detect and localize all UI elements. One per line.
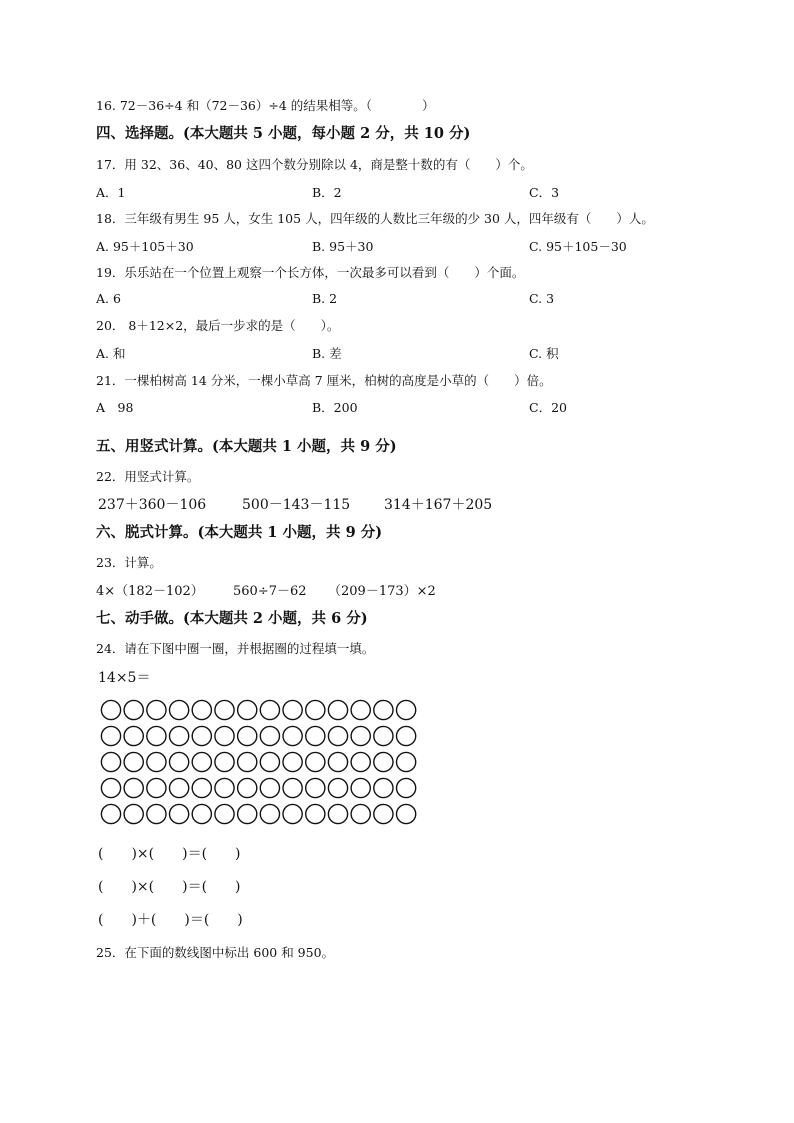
q17-option-a: A．1 [96,185,126,200]
circle [306,726,325,745]
question-23: 23．计算。 [96,555,162,570]
circle [397,778,416,797]
q22-item-3: 314＋167＋205 [384,497,493,513]
circle [283,804,302,823]
circle [283,778,302,797]
circle [124,700,143,719]
question-16: 16. 72－36÷4 和（72－36）÷4 的结果相等。（ ） [96,98,435,113]
q20-option-a: A. 和 [96,346,126,361]
circle [260,778,279,797]
circle [170,752,189,771]
circle [260,700,279,719]
circle [124,752,143,771]
circle [215,726,234,745]
circle [170,778,189,797]
circle [238,804,257,823]
circle [397,752,416,771]
circle [306,700,325,719]
circle [328,804,347,823]
section-4-heading: 四、选择题。(本大题共 5 小题，每小题 2 分，共 10 分) [96,125,471,142]
circle [192,700,211,719]
question-25: 25．在下面的数线图中标出 600 和 950。 [96,945,335,960]
q23-item-3: （209－173）×2 [328,584,436,599]
q17-option-c: C．3 [529,185,560,200]
circle [192,726,211,745]
circle [397,804,416,823]
question-20: 20． 8＋12×2，最后一步求的是（ ）。 [96,318,340,333]
question-18: 18．三年级有男生 95 人，女生 105 人，四年级的人数比三年级的少 30 人，四年级有（ ）人。 [96,211,654,226]
circle [101,700,120,719]
circle [147,726,166,745]
circle [328,700,347,719]
circle [283,752,302,771]
q17-option-b: B．2 [312,185,342,200]
q18-option-b: B. 95＋30 [312,239,374,254]
q23-item-2: 560÷7－62 [233,584,307,599]
circle [147,752,166,771]
q23-item-1: 4×（182－102） [96,584,204,599]
circle [397,726,416,745]
circle [238,726,257,745]
circle [351,700,370,719]
circle [374,778,393,797]
circle [283,700,302,719]
q21-option-b: B．200 [312,400,358,415]
circle [215,752,234,771]
circle [192,752,211,771]
question-19: 19．乐乐站在一个位置上观察一个长方体，一次最多可以看到（ ）个面。 [96,265,525,280]
circle [374,726,393,745]
question-22: 22．用竖式计算。 [96,469,200,484]
q20-option-b: B. 差 [312,346,342,361]
q19-option-c: C. 3 [529,291,555,306]
circle [170,804,189,823]
q19-option-a: A. 6 [96,291,121,306]
circle [101,778,120,797]
section-7-heading: 七、动手做。(本大题共 2 小题，共 6 分) [96,610,368,627]
circle [170,726,189,745]
q24-expression: 14×5＝ [98,670,151,686]
circle [147,804,166,823]
circle [101,726,120,745]
circle-grid-svg [100,699,422,827]
circle [328,778,347,797]
circle [147,778,166,797]
circle [101,804,120,823]
circle [238,752,257,771]
q24-blank-line-2: ( )×( )＝( ) [98,879,241,895]
q21-option-a: A 98 [96,400,134,415]
circle [124,804,143,823]
q18-option-c: C. 95＋105－30 [529,239,627,254]
circle [351,752,370,771]
circle [351,804,370,823]
circle [328,752,347,771]
circle [351,778,370,797]
circle [192,778,211,797]
circle [192,804,211,823]
q18-option-a: A. 95＋105＋30 [96,239,194,254]
circle [238,778,257,797]
q24-blank-line-1: ( )×( )＝( ) [98,846,241,862]
circle [170,700,189,719]
circle [215,700,234,719]
circle [260,804,279,823]
circle-grid [100,699,422,827]
section-5-heading: 五、用竖式计算。(本大题共 1 小题，共 9 分) [96,438,397,455]
section-6-heading: 六、脱式计算。(本大题共 1 小题，共 9 分) [96,524,383,541]
circle [283,726,302,745]
circle [124,726,143,745]
circle [147,700,166,719]
circle [374,804,393,823]
question-17: 17．用 32、36、40、80 这四个数分别除以 4，商是整十数的有（ ）个。 [96,157,533,172]
question-24: 24．请在下图中圈一圈，并根据圈的过程填一填。 [96,641,375,656]
q21-option-c: C．20 [529,400,567,415]
circle [260,726,279,745]
q19-option-b: B. 2 [312,291,338,306]
circle [101,752,120,771]
circle [306,778,325,797]
q22-item-2: 500－143－115 [242,497,351,513]
circle [374,752,393,771]
circle [306,752,325,771]
q20-option-c: C. 积 [529,346,559,361]
circle [397,700,416,719]
circle [215,804,234,823]
q22-item-1: 237＋360－106 [98,497,207,513]
circle [351,726,370,745]
circle [374,700,393,719]
question-21: 21．一棵柏树高 14 分米，一棵小草高 7 厘米，柏树的高度是小草的（ ）倍。 [96,373,552,388]
circle [260,752,279,771]
circle [306,804,325,823]
circle [328,726,347,745]
circle [215,778,234,797]
q24-blank-line-3: ( )＋( )＝( ) [98,912,243,928]
circle [124,778,143,797]
circle [238,700,257,719]
